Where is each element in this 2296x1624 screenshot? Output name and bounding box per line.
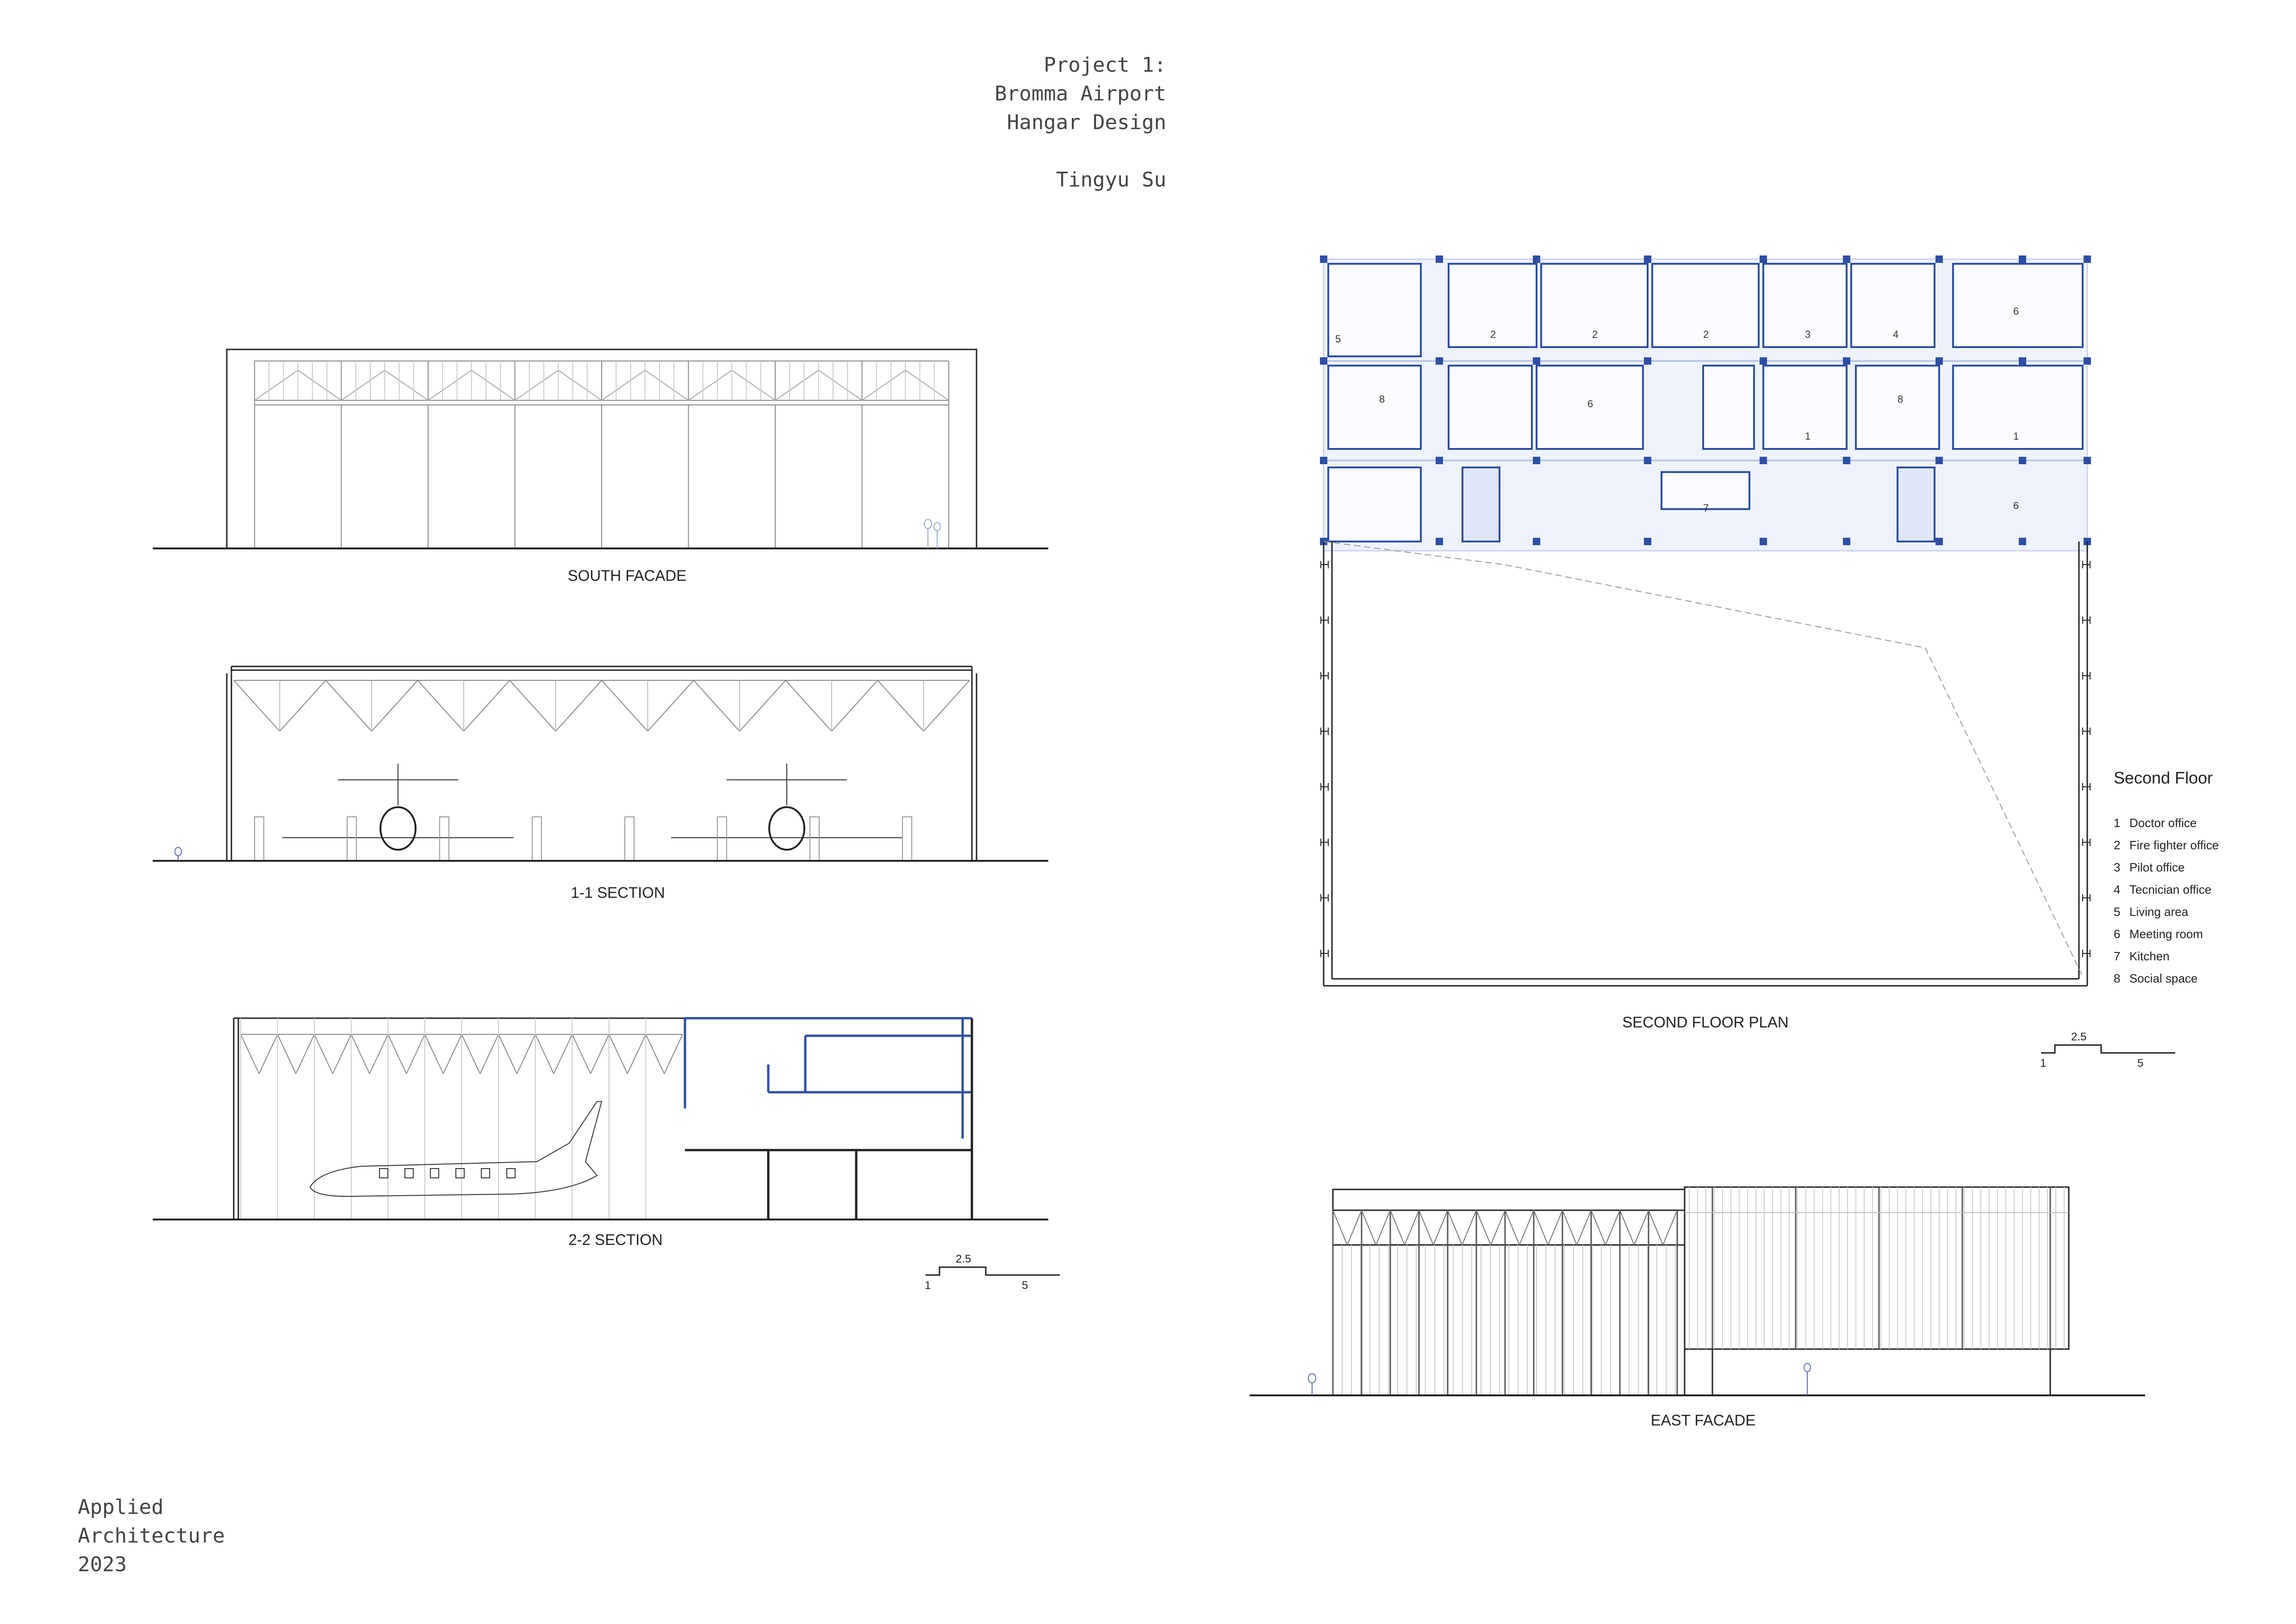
legend-title: Second Floor bbox=[2114, 768, 2213, 787]
second-floor-plan-drawing bbox=[1310, 250, 2106, 1000]
legend-item: 6 Meeting room bbox=[2114, 927, 2203, 941]
room-tag: 6 bbox=[2013, 500, 2019, 511]
course-year: 2023 bbox=[78, 1553, 127, 1576]
east-facade-drawing bbox=[1250, 1185, 2147, 1407]
legend-item: 4 Tecnician office bbox=[2114, 883, 2212, 896]
room-tag: 2 bbox=[1592, 329, 1598, 340]
room-tag: 1 bbox=[1805, 430, 1811, 442]
scale-left-mid: 2.5 bbox=[956, 1253, 971, 1265]
course-line-1: Applied bbox=[78, 1495, 164, 1519]
room-tag: 8 bbox=[1379, 393, 1385, 405]
project-number: Project 1: bbox=[1044, 53, 1166, 77]
second-floor-plan-label: SECOND FLOOR PLAN bbox=[1622, 1014, 1789, 1031]
section-2-2-drawing bbox=[153, 1009, 1051, 1226]
south-facade-drawing bbox=[153, 342, 1051, 560]
legend-item: 2 Fire fighter office bbox=[2114, 838, 2219, 852]
section-1-1-label: 1-1 SECTION bbox=[571, 884, 665, 901]
scale-right-end: 5 bbox=[2137, 1057, 2144, 1069]
east-facade-label: EAST FACADE bbox=[1650, 1412, 1756, 1429]
legend-item: 5 Living area bbox=[2114, 905, 2189, 919]
room-tag: 2 bbox=[1703, 329, 1709, 340]
legend-item: 3 Pilot office bbox=[2114, 860, 2185, 874]
room-tag: 6 bbox=[1587, 398, 1593, 410]
project-title-block bbox=[963, 51, 1166, 194]
scale-right-mid: 2.5 bbox=[2071, 1031, 2087, 1043]
room-tag: 6 bbox=[2013, 305, 2019, 317]
course-footer bbox=[78, 1493, 225, 1579]
legend-item: 8 Social space bbox=[2114, 971, 2198, 985]
scale-left-start: 1 bbox=[925, 1279, 931, 1291]
room-tag: 2 bbox=[1490, 329, 1496, 340]
scale-bar-right bbox=[2036, 1027, 2189, 1069]
legend bbox=[2114, 768, 2219, 989]
room-tag: 4 bbox=[1893, 329, 1899, 340]
scale-left-end: 5 bbox=[1022, 1279, 1028, 1291]
project-name: Hangar Design bbox=[1007, 111, 1166, 134]
legend-item: 7 Kitchen bbox=[2114, 949, 2170, 963]
room-tag: 7 bbox=[1703, 502, 1709, 514]
legend-item: 1 Doctor office bbox=[2114, 816, 2197, 830]
scale-right-start: 1 bbox=[2040, 1057, 2047, 1069]
south-facade-label: SOUTH FACADE bbox=[567, 567, 687, 584]
course-line-2: Architecture bbox=[78, 1524, 225, 1548]
section-2-2-label: 2-2 SECTION bbox=[568, 1231, 663, 1248]
room-tag: 5 bbox=[1335, 333, 1341, 345]
scale-bar-left bbox=[921, 1250, 1074, 1291]
project-site: Bromma Airport bbox=[995, 82, 1166, 106]
legend-list bbox=[2114, 812, 2219, 989]
room-tag: 1 bbox=[2013, 430, 2019, 442]
section-1-1-drawing bbox=[153, 662, 1051, 870]
project-author: Tingyu Su bbox=[1056, 168, 1166, 192]
room-tag: 3 bbox=[1805, 329, 1811, 340]
room-tag: 8 bbox=[1898, 393, 1904, 405]
